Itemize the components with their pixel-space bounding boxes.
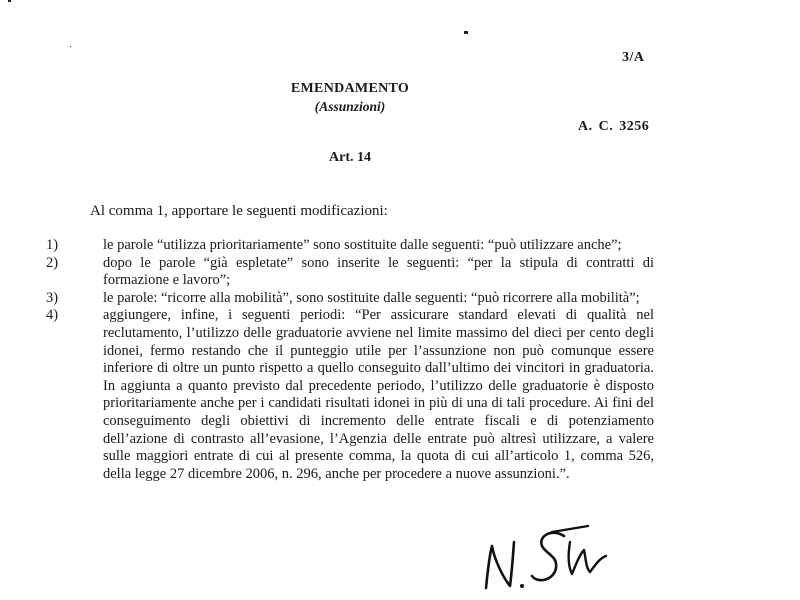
- list-item-text: le parole “utilizza prioritariamente” sono sostituite dalle seguenti: “può utilizzare anche”;: [103, 237, 622, 253]
- list-item: [46, 237, 654, 255]
- list-item: [46, 290, 654, 308]
- bill-reference: A. C. 3256: [578, 119, 650, 134]
- scan-speck: [70, 46, 71, 47]
- intro-paragraph: Al comma 1, apportare le seguenti modificazioni:: [90, 203, 388, 219]
- document-title: EMENDAMENTO: [290, 81, 410, 96]
- list-item-text: aggiungere, infine, i seguenti periodi: “Per assicurare standard elevati di qualità nel reclutamento, l’utilizzo delle graduatorie avviene nel limite massimo del dieci per cento degli idonei, fermo restando che il punteggio utile per l’assunzione non può comunque essere inferiore di oltre un punto rispetto a quello conseguito dall’ultimo dei vincitori in graduatoria. In aggiunta a quanto previsto dal precedente periodo, l’utilizzo delle graduatorie è disposto prioritariamente anche per i candidati risultati idonei in più di una di tali procedure. Ai fini del conseguimento degli obiettivi di incremento delle entrate fiscali e di potenziamento dell’azione di contrasto all’evasione, l’Agenzia delle entrate può altresì utilizzare, a valere sulle maggiori entrate di cui al presente comma, la quota di cui all’articolo 1, comma 526, della legge 27 dicembre 2006, n. 296, anche per procedere a nuove assunzioni.”.: [103, 307, 654, 482]
- list-item-number: 3): [46, 289, 59, 306]
- document-number: 3/A: [622, 50, 645, 65]
- document-subtitle: (Assunzioni): [314, 99, 386, 114]
- scan-speck: [8, 0, 11, 2]
- list-item-number: 2): [46, 254, 59, 271]
- scan-speck: [464, 31, 468, 34]
- blank-margin: [680, 0, 800, 600]
- handwritten-signature: [472, 518, 622, 596]
- list-item-number: 1): [46, 237, 59, 253]
- list-item-number: 4): [46, 307, 59, 324]
- list-item: [46, 307, 654, 483]
- amendment-list: [46, 237, 654, 483]
- list-item-text: le parole: “ricorre alla mobilità”, sono sostituite dalle seguenti: “può ricorrere alla mobilità”;: [103, 289, 640, 306]
- article-heading: Art. 14: [329, 150, 371, 165]
- list-item: [46, 255, 654, 290]
- list-item-text: dopo le parole “già espletate” sono inserite le seguenti: “per la stipula di contratti di formazione e lavoro”;: [103, 254, 654, 289]
